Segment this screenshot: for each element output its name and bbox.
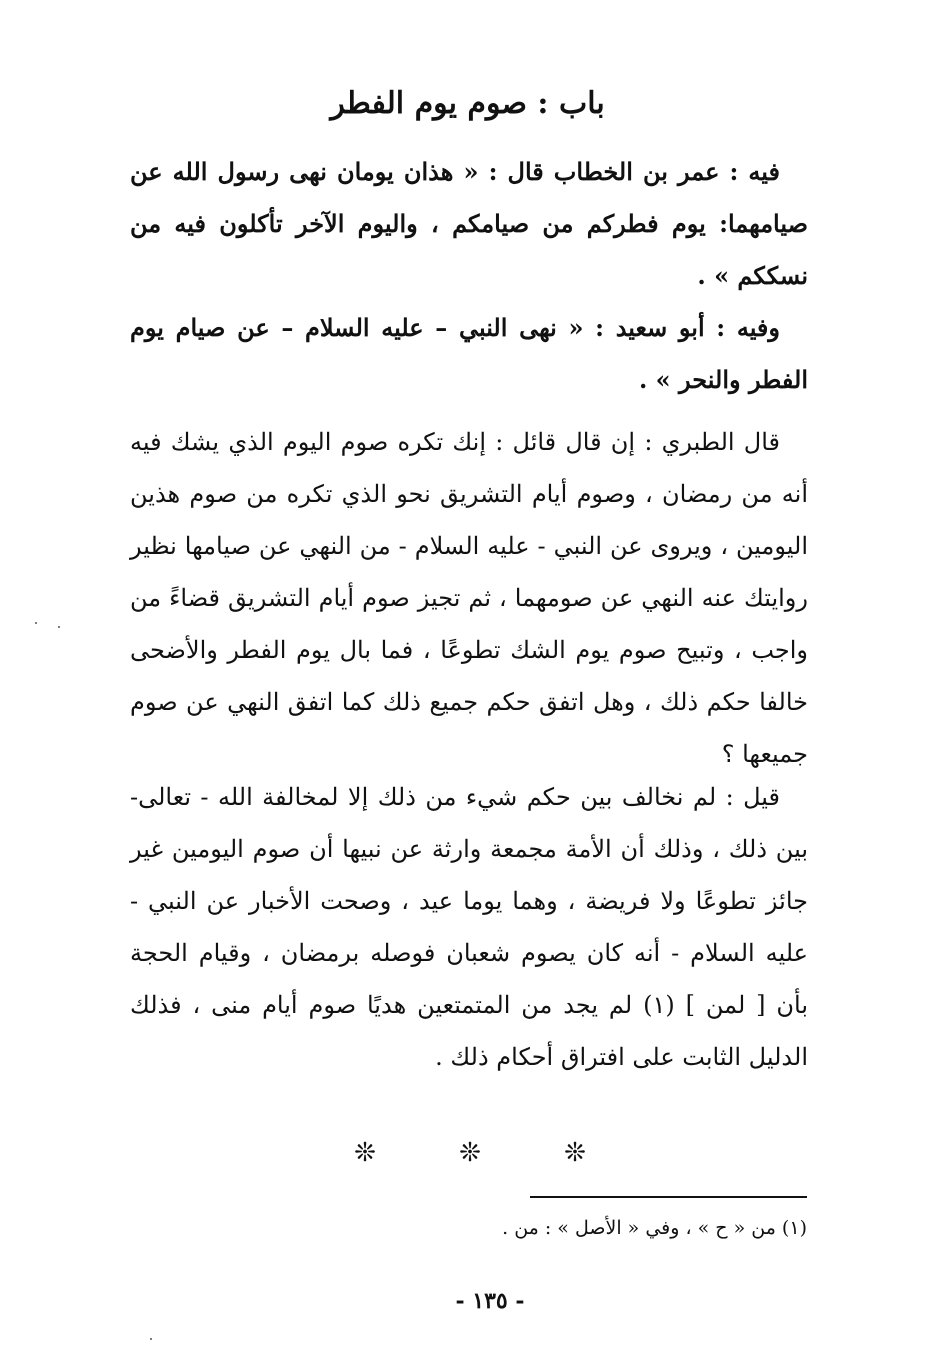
asterism-star-icon: ❊ — [354, 1138, 376, 1168]
asterism-star-icon: ❊ — [459, 1138, 481, 1168]
section-separator — [350, 1136, 590, 1170]
footnote: (١) من « ح » ، وفي « الأصل » : من . — [502, 1217, 807, 1239]
asterism-star-icon: ❊ — [564, 1138, 586, 1168]
page-number: - ١٣٥ - — [455, 1288, 525, 1314]
chapter-heading: باب : صوم يوم الفطر — [330, 86, 605, 121]
footnote-divider — [530, 1196, 807, 1198]
hadith-paragraph-1: فيه : عمر بن الخطاب قال : « هذان يومان نهى رسول الله عن صيامهما: يوم فطركم من صيامكم ، واليوم الآخر تأكلون فيه من نسككم » . — [130, 157, 808, 290]
commentary-paragraph-2: قيل : لم نخالف بين حكم شيء من ذلك إلا لمخالفة الله - تعالى- بين ذلك ، وذلك أن الأمة مجمعة وارثة عن نبيها أن صوم اليومين غير جائز تطوعًا ولا فريضة ، وهما يوما عيد ، وصحت الأخبار عن النبي - عليه السلام - أنه كان يصوم شعبان فوصله برمضان ، وقيام الحجة بأن [ لمن ] (١) لم يجد من المتمتعين هديًا صوم أيام منى ، فذلك الدليل الثابت على افتراق أحكام ذلك . — [130, 783, 809, 1071]
scan-speck — [58, 626, 60, 628]
hadith-paragraph-2: وفيه : أبو سعيد : « نهى النبي – عليه السلام – عن صيام يوم الفطر والنحر » . — [130, 313, 808, 394]
scan-speck — [35, 622, 37, 624]
scan-speck — [150, 1338, 152, 1340]
commentary-paragraph-1: قال الطبري : إن قال قائل : إنك تكره صوم اليوم الذي يشك فيه أنه من رمضان ، وصوم أيام التشريق نحو الذي تكره من صوم هذين اليومين ، ويروى عن النبي - عليه السلام - من النهي عن صيامها نظير روايتك عنه النهي عن صومهما ، ثم تجيز صوم أيام التشريق قضاءً من واجب ، وتبيح صوم يوم الشك تطوعًا ، فما بال يوم الفطر والأضحى خالفا حكم ذلك ، وهل اتفق حكم جميع ذلك كما اتفق النهي عن صوم جميعها ؟ — [130, 428, 808, 768]
